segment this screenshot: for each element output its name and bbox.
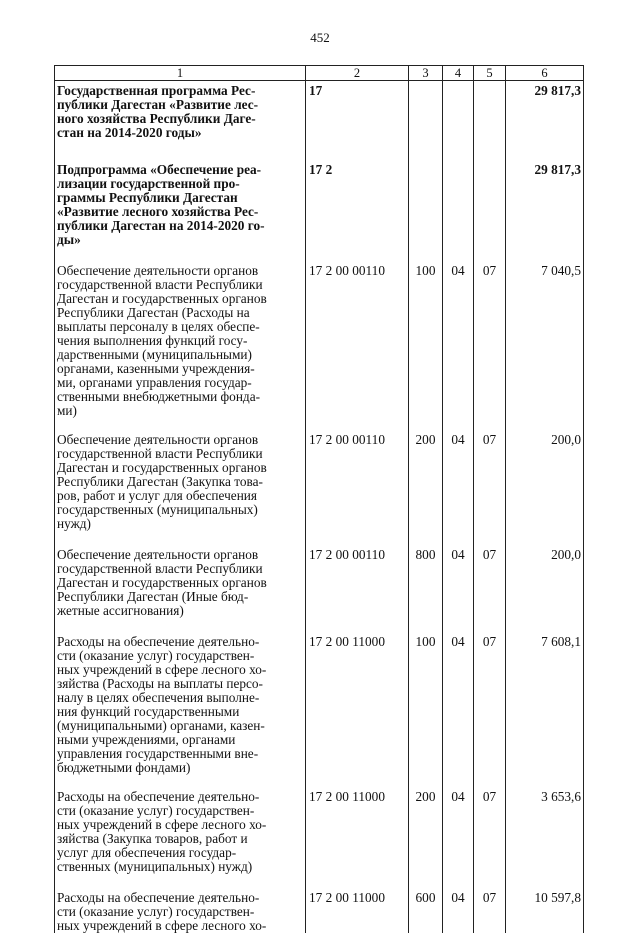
row-amount-cell xyxy=(506,261,584,430)
header-row xyxy=(55,66,584,81)
row-amount: 29 817,3 xyxy=(534,83,581,98)
row-section: 04 xyxy=(451,547,464,562)
row-subsection-cell xyxy=(474,160,506,261)
row-name-cell xyxy=(55,787,306,888)
row-amount-cell xyxy=(506,430,584,545)
row-name: Подпрограмма «Обеспечение реа- лизации государственной про- граммы Республики Дагестан «Развитие лесного хозяйства Рес- публики Дагестан на 2014-2020 го- ды» xyxy=(57,163,303,247)
row-code: 17 2 00 11000 xyxy=(309,634,385,649)
budget-table xyxy=(54,65,584,933)
row-code-cell xyxy=(306,545,409,632)
row-name: Расходы на обеспечение деятельно- сти (оказание услуг) государствен- ных учреждений в сфере лесного хо- зяйства (Закупка товаров, работ и услуг для обеспечения государ- ственных (муниципальных) нужд) xyxy=(57,790,303,874)
table-body xyxy=(55,81,584,933)
row-subsection: 07 xyxy=(483,547,496,562)
row-amount-cell xyxy=(506,787,584,888)
row-amount: 7 608,1 xyxy=(541,634,581,649)
row-code: 17 2 xyxy=(309,162,332,177)
table-row xyxy=(55,81,584,161)
row-subsection-cell xyxy=(474,261,506,430)
row-section-cell xyxy=(443,545,474,632)
row-name-cell xyxy=(55,160,306,261)
row-amount-cell xyxy=(506,632,584,787)
table-row xyxy=(55,632,584,787)
row-subsection: 07 xyxy=(483,634,496,649)
header-col-4: 4 xyxy=(443,66,474,81)
header-col-3: 3 xyxy=(409,66,443,81)
row-expense-type-cell xyxy=(409,632,443,787)
row-name: Расходы на обеспечение деятельно- сти (оказание услуг) государствен- ных учреждений в сфере лесного хо- зяйства (Расходы на выплаты персо- налу в целях обеспечения выполне- ния функций государственными (муниципальными) органами, казен- ными учреждениями, органами управления государственными вне- бюджетными фондами) xyxy=(57,635,303,775)
row-expense-type: 100 xyxy=(416,263,436,278)
row-subsection: 07 xyxy=(483,263,496,278)
row-section: 04 xyxy=(451,263,464,278)
row-subsection-cell xyxy=(474,81,506,161)
row-section: 04 xyxy=(451,432,464,447)
table-row xyxy=(55,787,584,888)
row-expense-type-cell xyxy=(409,430,443,545)
table-row xyxy=(55,160,584,261)
row-section-cell xyxy=(443,261,474,430)
row-expense-type-cell xyxy=(409,545,443,632)
row-subsection: 07 xyxy=(483,890,496,905)
row-section-cell xyxy=(443,632,474,787)
row-amount: 3 653,6 xyxy=(541,789,581,804)
row-name-cell xyxy=(55,81,306,161)
row-code: 17 2 00 11000 xyxy=(309,789,385,804)
row-code-cell xyxy=(306,888,409,933)
row-code: 17 2 00 00110 xyxy=(309,432,385,447)
row-name-cell xyxy=(55,632,306,787)
header-col-1: 1 xyxy=(55,66,306,81)
row-code-cell xyxy=(306,787,409,888)
row-amount-cell xyxy=(506,81,584,161)
row-amount-cell xyxy=(506,160,584,261)
row-section: 04 xyxy=(451,634,464,649)
page-number: 452 xyxy=(0,30,640,46)
row-code-cell xyxy=(306,430,409,545)
row-subsection-cell xyxy=(474,545,506,632)
row-section-cell xyxy=(443,787,474,888)
row-name: Обеспечение деятельности органов государственной власти Республики Дагестан и государственных органов Республики Дагестан (Расходы на выплаты персоналу в целях обеспе- чения выполнения функций госу- дарственными (муниципальными) органами, казенными учреждения- ми, органами управления государ- ственными внебюджетными фонда- ми) xyxy=(57,264,303,418)
header-col-5: 5 xyxy=(474,66,506,81)
row-name: Государственная программа Рес- публики Дагестан «Развитие лес- ного хозяйства Республики Даге- стан на 2014-2020 годы» xyxy=(57,84,303,140)
row-name-cell xyxy=(55,261,306,430)
row-expense-type: 200 xyxy=(416,432,436,447)
row-expense-type: 200 xyxy=(416,789,436,804)
row-code: 17 2 00 00110 xyxy=(309,547,385,562)
row-code-cell xyxy=(306,81,409,161)
row-amount: 200,0 xyxy=(551,547,581,562)
row-subsection: 07 xyxy=(483,789,496,804)
table-header xyxy=(55,66,584,81)
row-amount: 200,0 xyxy=(551,432,581,447)
row-section: 04 xyxy=(451,890,464,905)
row-amount: 7 040,5 xyxy=(541,263,581,278)
row-name-cell xyxy=(55,430,306,545)
row-amount: 29 817,3 xyxy=(534,162,581,177)
row-expense-type: 600 xyxy=(416,890,436,905)
row-code-cell xyxy=(306,261,409,430)
row-name: Расходы на обеспечение деятельно- сти (оказание услуг) государствен- ных учреждений в сфере лесного хо- xyxy=(57,891,303,933)
row-name-cell xyxy=(55,888,306,933)
table-row xyxy=(55,261,584,430)
row-section-cell xyxy=(443,430,474,545)
row-subsection: 07 xyxy=(483,432,496,447)
row-name: Обеспечение деятельности органов государственной власти Республики Дагестан и государственных органов Республики Дагестан (Иные бюд- жетные ассигнования) xyxy=(57,548,303,618)
row-name-cell xyxy=(55,545,306,632)
header-col-2: 2 xyxy=(306,66,409,81)
row-section-cell xyxy=(443,81,474,161)
row-amount: 10 597,8 xyxy=(534,890,581,905)
row-expense-type-cell xyxy=(409,81,443,161)
row-code-cell xyxy=(306,160,409,261)
row-expense-type-cell xyxy=(409,787,443,888)
row-name: Обеспечение деятельности органов государственной власти Республики Дагестан и государственных органов Республики Дагестан (Закупка това- ров, работ и услуг для обеспечения государственных (муниципальных) нужд) xyxy=(57,433,303,531)
table-row xyxy=(55,888,584,933)
row-subsection-cell xyxy=(474,430,506,545)
row-expense-type: 800 xyxy=(416,547,436,562)
row-code: 17 2 00 11000 xyxy=(309,890,385,905)
row-section-cell xyxy=(443,160,474,261)
row-expense-type: 100 xyxy=(416,634,436,649)
row-amount-cell xyxy=(506,888,584,933)
row-code: 17 xyxy=(309,83,322,98)
row-expense-type-cell xyxy=(409,888,443,933)
table-row xyxy=(55,545,584,632)
table-row xyxy=(55,430,584,545)
row-code: 17 2 00 00110 xyxy=(309,263,385,278)
row-subsection-cell xyxy=(474,888,506,933)
row-expense-type-cell xyxy=(409,261,443,430)
row-subsection-cell xyxy=(474,787,506,888)
row-section: 04 xyxy=(451,789,464,804)
row-subsection-cell xyxy=(474,632,506,787)
row-section-cell xyxy=(443,888,474,933)
row-code-cell xyxy=(306,632,409,787)
header-col-6: 6 xyxy=(506,66,584,81)
row-expense-type-cell xyxy=(409,160,443,261)
row-amount-cell xyxy=(506,545,584,632)
